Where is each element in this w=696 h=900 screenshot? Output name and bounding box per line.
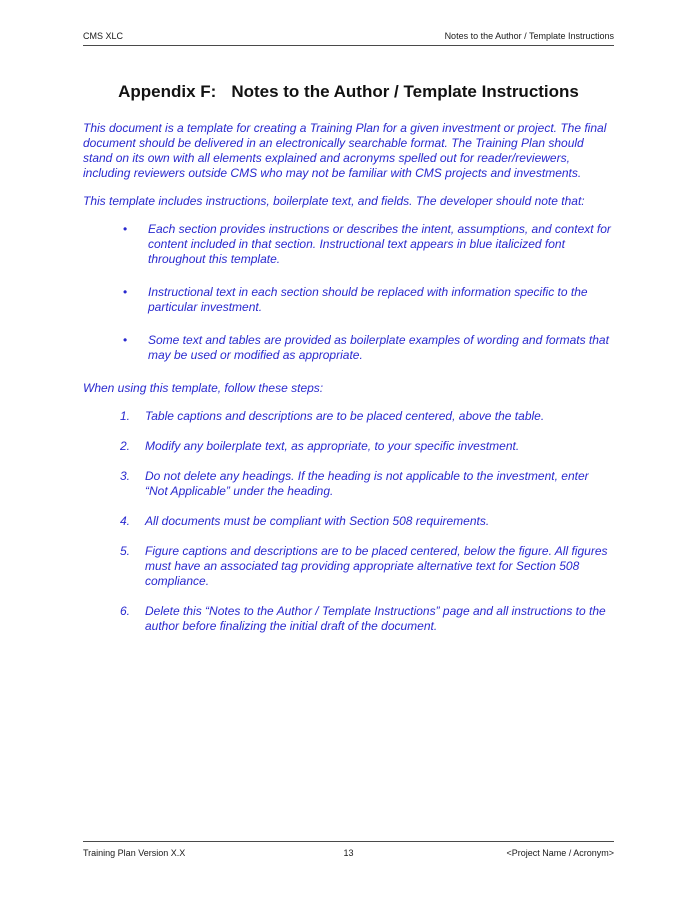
step-text: Figure captions and descriptions are to be placed centered, below the figure. All figures must have an associated tag providing appropriate alternative text for Section 508 compliance.: [145, 544, 608, 588]
step-number: 6.: [120, 604, 131, 618]
intro-paragraph: This template includes instructions, boilerplate text, and fields. The developer should note that:: [83, 194, 585, 208]
list-item: [83, 333, 614, 363]
footer-page-number: 13: [343, 848, 354, 858]
step-number: 4.: [120, 514, 131, 528]
step-text: Table captions and descriptions are to be placed centered, above the table.: [145, 409, 545, 423]
numbered-step-list: [83, 409, 614, 634]
step-number: 5.: [120, 544, 131, 558]
step-text: Delete this “Notes to the Author / Template Instructions” page and all instructions to the author before finalizing the initial draft of the document.: [145, 604, 606, 633]
bullet-text: Each section provides instructions or describes the intent, assumptions, and context for content included in that section. Instructional text appears in blue italicized font throughout this template.: [148, 222, 611, 266]
bullet-text: Some text and tables are provided as boilerplate examples of wording and formats that may be used or modified as appropriate.: [148, 333, 609, 362]
page-header: [83, 31, 614, 46]
page-title-prefix: Appendix F:: [118, 82, 217, 101]
header-left-text: CMS XLC: [83, 31, 124, 41]
list-item: [83, 439, 614, 454]
instructional-content: [83, 121, 614, 649]
step-text: Do not delete any headings. If the heading is not applicable to the investment, enter “Not Applicable” under the heading.: [145, 469, 589, 498]
list-item: [83, 222, 614, 267]
header-right-text: Notes to the Author / Template Instructions: [444, 31, 614, 41]
bullet-icon: •: [123, 285, 128, 299]
step-text: All documents must be compliant with Section 508 requirements.: [145, 514, 490, 528]
steps-intro: When using this template, follow these steps:: [83, 381, 324, 395]
bullet-icon: •: [123, 333, 128, 347]
list-item: [83, 604, 614, 634]
bullet-list: [83, 222, 614, 363]
list-item: [83, 544, 614, 589]
list-item: [83, 409, 614, 424]
page-title-text: Notes to the Author / Template Instructions: [231, 82, 579, 101]
page-title: [83, 82, 614, 102]
step-number: 1.: [120, 409, 131, 423]
step-number: 3.: [120, 469, 131, 483]
footer-project-name: <Project Name / Acronym>: [506, 848, 614, 858]
step-text: Modify any boilerplate text, as appropriate, to your specific investment.: [145, 439, 520, 453]
list-item: [83, 285, 614, 315]
footer-version-text: Training Plan Version X.X: [83, 848, 186, 858]
list-item: [83, 514, 614, 529]
list-item: [83, 469, 614, 499]
page-footer: [83, 841, 614, 858]
step-number: 2.: [120, 439, 131, 453]
bullet-text: Instructional text in each section should be replaced with information specific to the particular investment.: [148, 285, 588, 314]
bullet-icon: •: [123, 222, 128, 236]
intro-paragraph: This document is a template for creating a Training Plan for a given investment or project. The final document should be delivered in an electronically searchable format. The Training Plan should stand on its own with all elements explained and acronyms spelled out for reader/reviewers, including reviewers outside CMS who may not be familiar with CMS projects and investments.: [83, 121, 607, 180]
